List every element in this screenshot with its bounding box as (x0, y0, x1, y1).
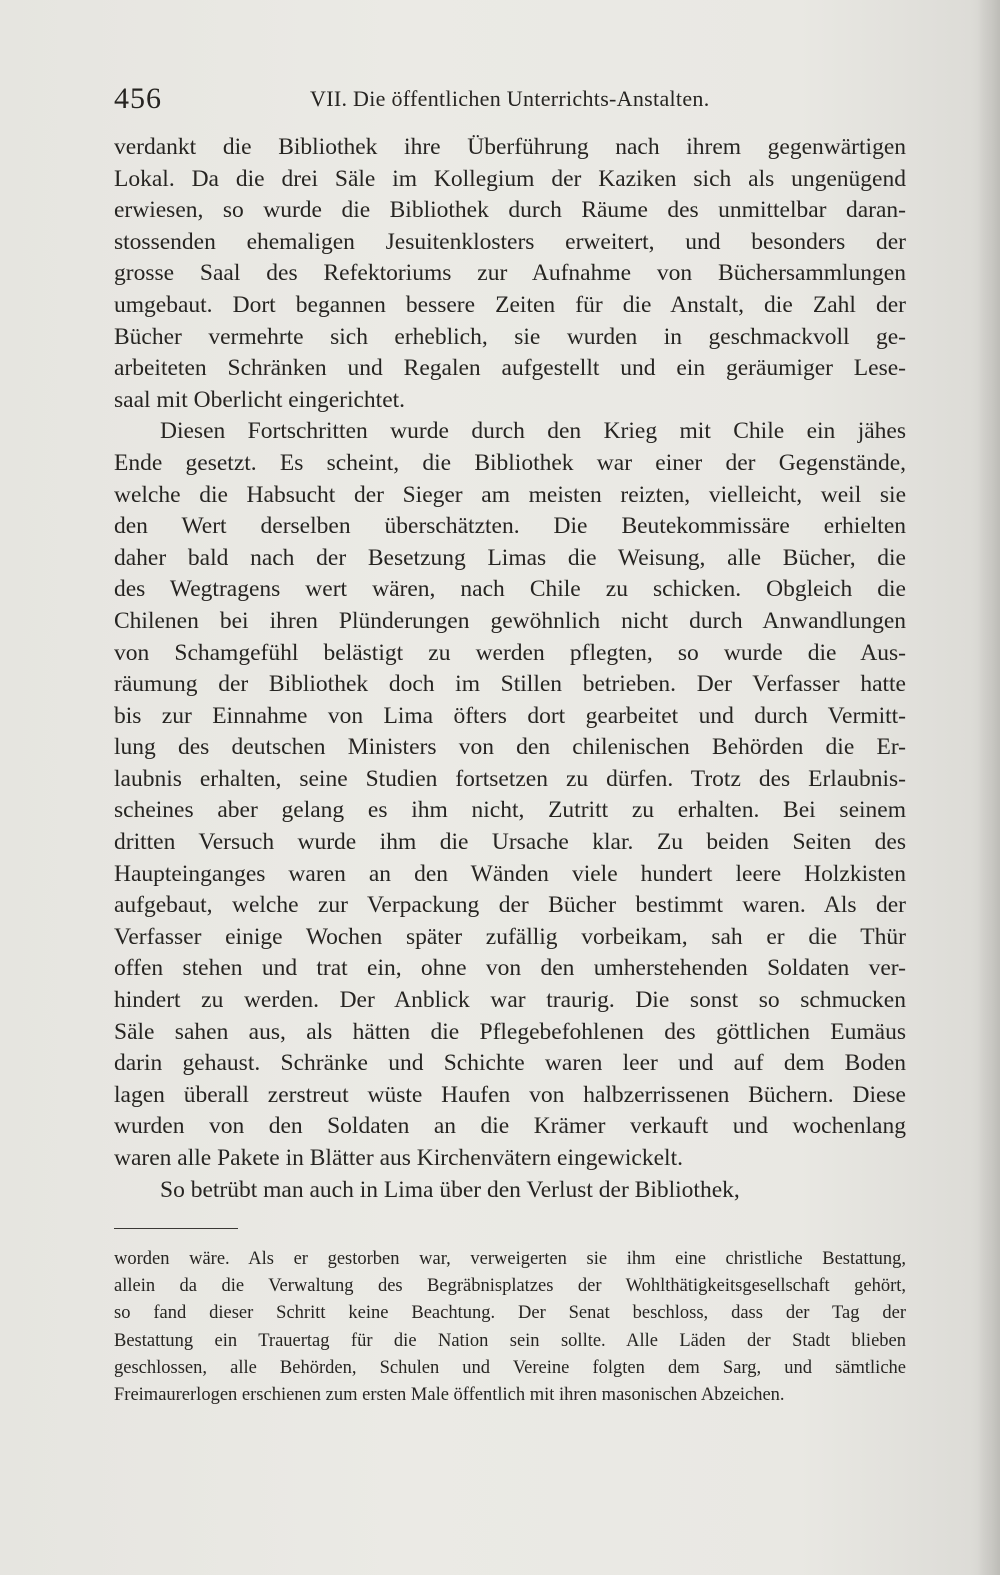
body-line: welche die Habsucht der Sieger am meisten reizten, vielleicht, weil sie (114, 481, 906, 508)
footnote-line: Bestattung ein Trauertag für die Nation sein sollte. Alle Läden der Stadt blieben (114, 1330, 906, 1351)
body-line: daher bald nach der Besetzung Limas die Weisung, alle Bücher, die (114, 544, 906, 571)
body-line: dritten Versuch wurde ihm die Ursache klar. Zu beiden Seiten des (114, 829, 906, 856)
page-number: 456 (114, 82, 162, 115)
body-line: Haupteinganges waren an den Wänden viele hundert leere Holzkisten (114, 860, 906, 887)
body-line: laubnis erhalten, seine Studien fortsetzen zu dürfen. Trotz des Erlaubnis- (114, 765, 906, 792)
body-line: Lokal. Da die drei Säle im Kollegium der Kaziken sich als ungenügend (114, 165, 906, 192)
body-line: Diesen Fortschritten wurde durch den Krieg mit Chile ein jähes (160, 418, 906, 445)
body-line: arbeiteten Schränken und Regalen aufgestellt und ein geräumiger Lese- (114, 355, 906, 382)
body-line: stossenden ehemaligen Jesuitenklosters erweitert, und besonders der (114, 228, 906, 255)
body-line: offen stehen und trat ein, ohne von den umherstehenden Soldaten ver- (114, 955, 906, 982)
body-line: verdankt die Bibliothek ihre Überführung nach ihrem gegenwärtigen (114, 134, 906, 160)
footnote (114, 1246, 906, 1409)
body-line: hindert zu werden. Der Anblick war traurig. Die sonst so schmucken (114, 987, 906, 1014)
body-line: des Wegtragens wert wären, nach Chile zu schicken. Obgleich die (114, 576, 906, 603)
body-line: Verfasser einige Wochen später zufällig vorbeikam, sah er die Thür (114, 923, 906, 950)
body-line: Bücher vermehrte sich erheblich, sie wurden in geschmackvoll ge- (114, 323, 906, 350)
footnote-line: Freimaurerlogen erschienen zum ersten Male öffentlich mit ihren masonischen Abzeichen. (114, 1384, 785, 1405)
body-line: lagen überall zerstreut wüste Haufen von halbzerrissenen Büchern. Diese (114, 1081, 906, 1108)
body-line: aufgebaut, welche zur Verpackung der Bücher bestimmt waren. Als der (114, 892, 906, 919)
body-line: erwiesen, so wurde die Bibliothek durch Räume des unmittelbar daran- (114, 197, 906, 224)
body-line: den Wert derselben überschätzten. Die Beutekommissäre erhielten (114, 513, 906, 540)
body-line: Chilenen bei ihren Plünderungen gewöhnlich nicht durch Anwandlungen (114, 607, 906, 634)
body-line: darin gehaust. Schränke und Schichte waren leer und auf dem Boden (114, 1050, 906, 1077)
body-line: saal mit Oberlicht eingerichtet. (114, 386, 406, 413)
footnote-line: geschlossen, alle Behörden, Schulen und Vereine folgten dem Sarg, und sämtliche (114, 1357, 906, 1378)
body-line: scheines aber gelang es ihm nicht, Zutritt zu erhalten. Bei seinem (114, 797, 906, 824)
page-edge-shadow (978, 0, 1000, 1575)
body-line: räumung der Bibliothek doch im Stillen betrieben. Der Verfasser hatte (114, 671, 906, 698)
footnote-line: allein da die Verwaltung des Begräbnisplatzes der Wohlthätigkeitsgesellschaft gehört, (114, 1276, 906, 1297)
body-line: So betrübt man auch in Lima über den Verlust der Bibliothek, (160, 1176, 740, 1203)
page-header (114, 82, 914, 122)
running-head: VII. Die öffentlichen Unterrichts-Anstalten. (310, 86, 710, 111)
body-line: umgebaut. Dort begannen bessere Zeiten für die Anstalt, die Zahl der (114, 291, 906, 318)
footnote-rule (114, 1228, 238, 1229)
body-line: bis zur Einnahme von Lima öfters dort gearbeitet und durch Vermitt- (114, 702, 906, 729)
footnote-line: so fand dieser Schritt keine Beachtung. Der Senat beschloss, dass der Tag der (114, 1303, 906, 1324)
body-line: grosse Saal des Refektoriums zur Aufnahme von Büchersammlungen (114, 260, 906, 287)
footnote-line: worden wäre. Als er gestorben war, verweigerten sie ihm eine christliche Bestattung, (114, 1249, 906, 1269)
body-text (114, 132, 906, 1206)
body-line: Säle sahen aus, als hätten die Pflegebefohlenen des göttlichen Eumäus (114, 1018, 906, 1045)
body-line: Ende gesetzt. Es scheint, die Bibliothek war einer der Gegenstände, (114, 449, 906, 476)
body-line: lung des deutschen Ministers von den chilenischen Behörden die Er- (114, 734, 906, 761)
body-line: waren alle Pakete in Blätter aus Kirchenvätern eingewickelt. (114, 1145, 683, 1171)
body-line: wurden von den Soldaten an die Krämer verkauft und wochenlang (114, 1113, 906, 1140)
body-line: von Schamgefühl belästigt zu werden pflegten, so wurde die Aus- (114, 639, 906, 666)
